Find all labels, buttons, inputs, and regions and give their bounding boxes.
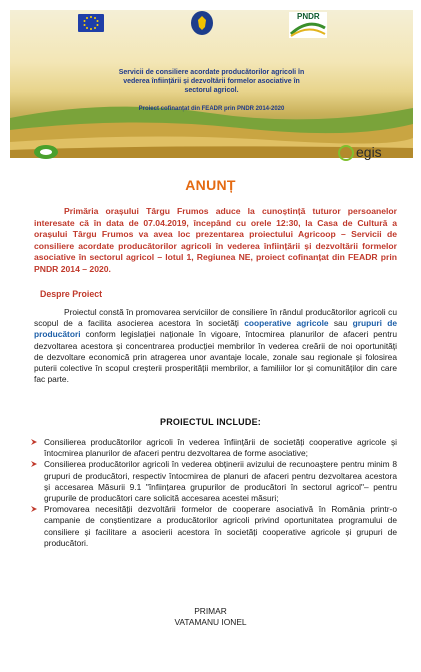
highlight-grupuri: grupuri de producători <box>34 318 397 340</box>
includes-list <box>30 437 397 549</box>
list-item <box>30 437 397 459</box>
banner-heading <box>70 68 353 95</box>
bullet-icon <box>30 505 38 513</box>
bullet-icon <box>30 438 38 446</box>
banner-line: vederea înființării și dezvoltării formelor asociative în <box>123 78 300 85</box>
banner-line: sectorul agricol. <box>184 87 239 94</box>
egis-logo <box>338 144 382 162</box>
agricoop-leaf-icon <box>30 140 62 164</box>
eu-stars-icon <box>78 14 104 32</box>
about-heading: Despre Proiect <box>40 289 103 299</box>
coat-of-arms-icon <box>191 11 213 35</box>
signature-block <box>0 606 421 628</box>
list-item-text: Promovarea necesității dezvoltării formelor de cooperare asociativă în România printr-o campanie de conștientizare a producătorilor agricoli privind oportunitatea programului de consiliere și facilitare a asocierii acestora în societăți cooperative agricole și grupuri de producători. <box>44 504 397 548</box>
signature-name: VATAMANU IONEL <box>174 617 247 627</box>
bullet-icon <box>30 460 38 468</box>
signature-role: PRIMAR <box>194 606 227 616</box>
pndr-logo <box>289 12 327 38</box>
list-item <box>30 459 397 504</box>
about-text: Proiectul constă în promovarea serviciilor de consiliere în rândul producătorilor agricoli cu scopul de a facilita asocierea acestora în societăți <box>34 307 397 329</box>
pndr-logo-text: PNDR <box>297 12 320 21</box>
highlight-cooperative: cooperative agricole <box>244 318 329 329</box>
about-paragraph <box>34 307 397 385</box>
banner-line: Servicii de consiliere acordate producătorilor agricoli în <box>118 69 305 76</box>
list-item-text: Consilierea producătorilor agricoli în vederea obținerii avizului de recunoaștere pentru minim 8 grupuri de producători, respectiv întocmirea de planuri de afaceri pentru dezvoltarea acestora și accesarea Măsurii 9.1 "înființarea grupurilor de producători în sectorul agricol"– pentru grupurile de producători care solicită accesarea acestei măsuri; <box>44 459 397 504</box>
egis-mark-icon <box>338 145 354 161</box>
egis-logo-text: egis <box>356 144 382 160</box>
intro-paragraph: Primăria orașului Târgu Frumos aduce la cunoștință tuturor persoanelor interesate că în data de 07.04.2019, începând cu orele 12:30, la Casa de Cultură a orașului Târgu Frumos va avea loc prezentarea proiectului Agricoop – Servicii de consiliere acordate producătorilor agricoli în vederea înființării și dezvoltării formelor asociative în sectorul agricol – lotul 1, Regiunea NE, proiect cofinanțat din FEADR prin PNDR 2014 – 2020. <box>34 206 397 274</box>
banner-subtitle: Proiect cofinanțat din FEADR prin PNDR 2014-2020 <box>138 106 285 112</box>
agricoop-logo <box>30 140 62 164</box>
list-item <box>30 504 397 549</box>
about-text: conform legislației naționale în vigoare, întocmirea planurilor de afaceri pentru dezvoltarea acestora și concentrarea producției membrilor în vederea creării de noi oportunități de dezvoltare economică prin atragerea unor avantaje locale, zonale sau regionale și folosirea puterii colective în scopul creșterii prosperității membrilor, a familiilor lor și comunităților din care fac parte. <box>34 329 397 385</box>
about-text: sau <box>328 318 353 329</box>
government-logo <box>191 11 213 35</box>
list-item-text: Consilierea producătorilor agricoli în vederea înființării de societăți cooperative agricole și întocmirea planurilor de afaceri pentru dezvoltarea de forme asociative; <box>44 437 397 459</box>
includes-heading: PROIECTUL INCLUDE: <box>160 417 261 427</box>
eu-flag-logo <box>78 14 104 32</box>
page-title: ANUNȚ <box>185 177 236 193</box>
